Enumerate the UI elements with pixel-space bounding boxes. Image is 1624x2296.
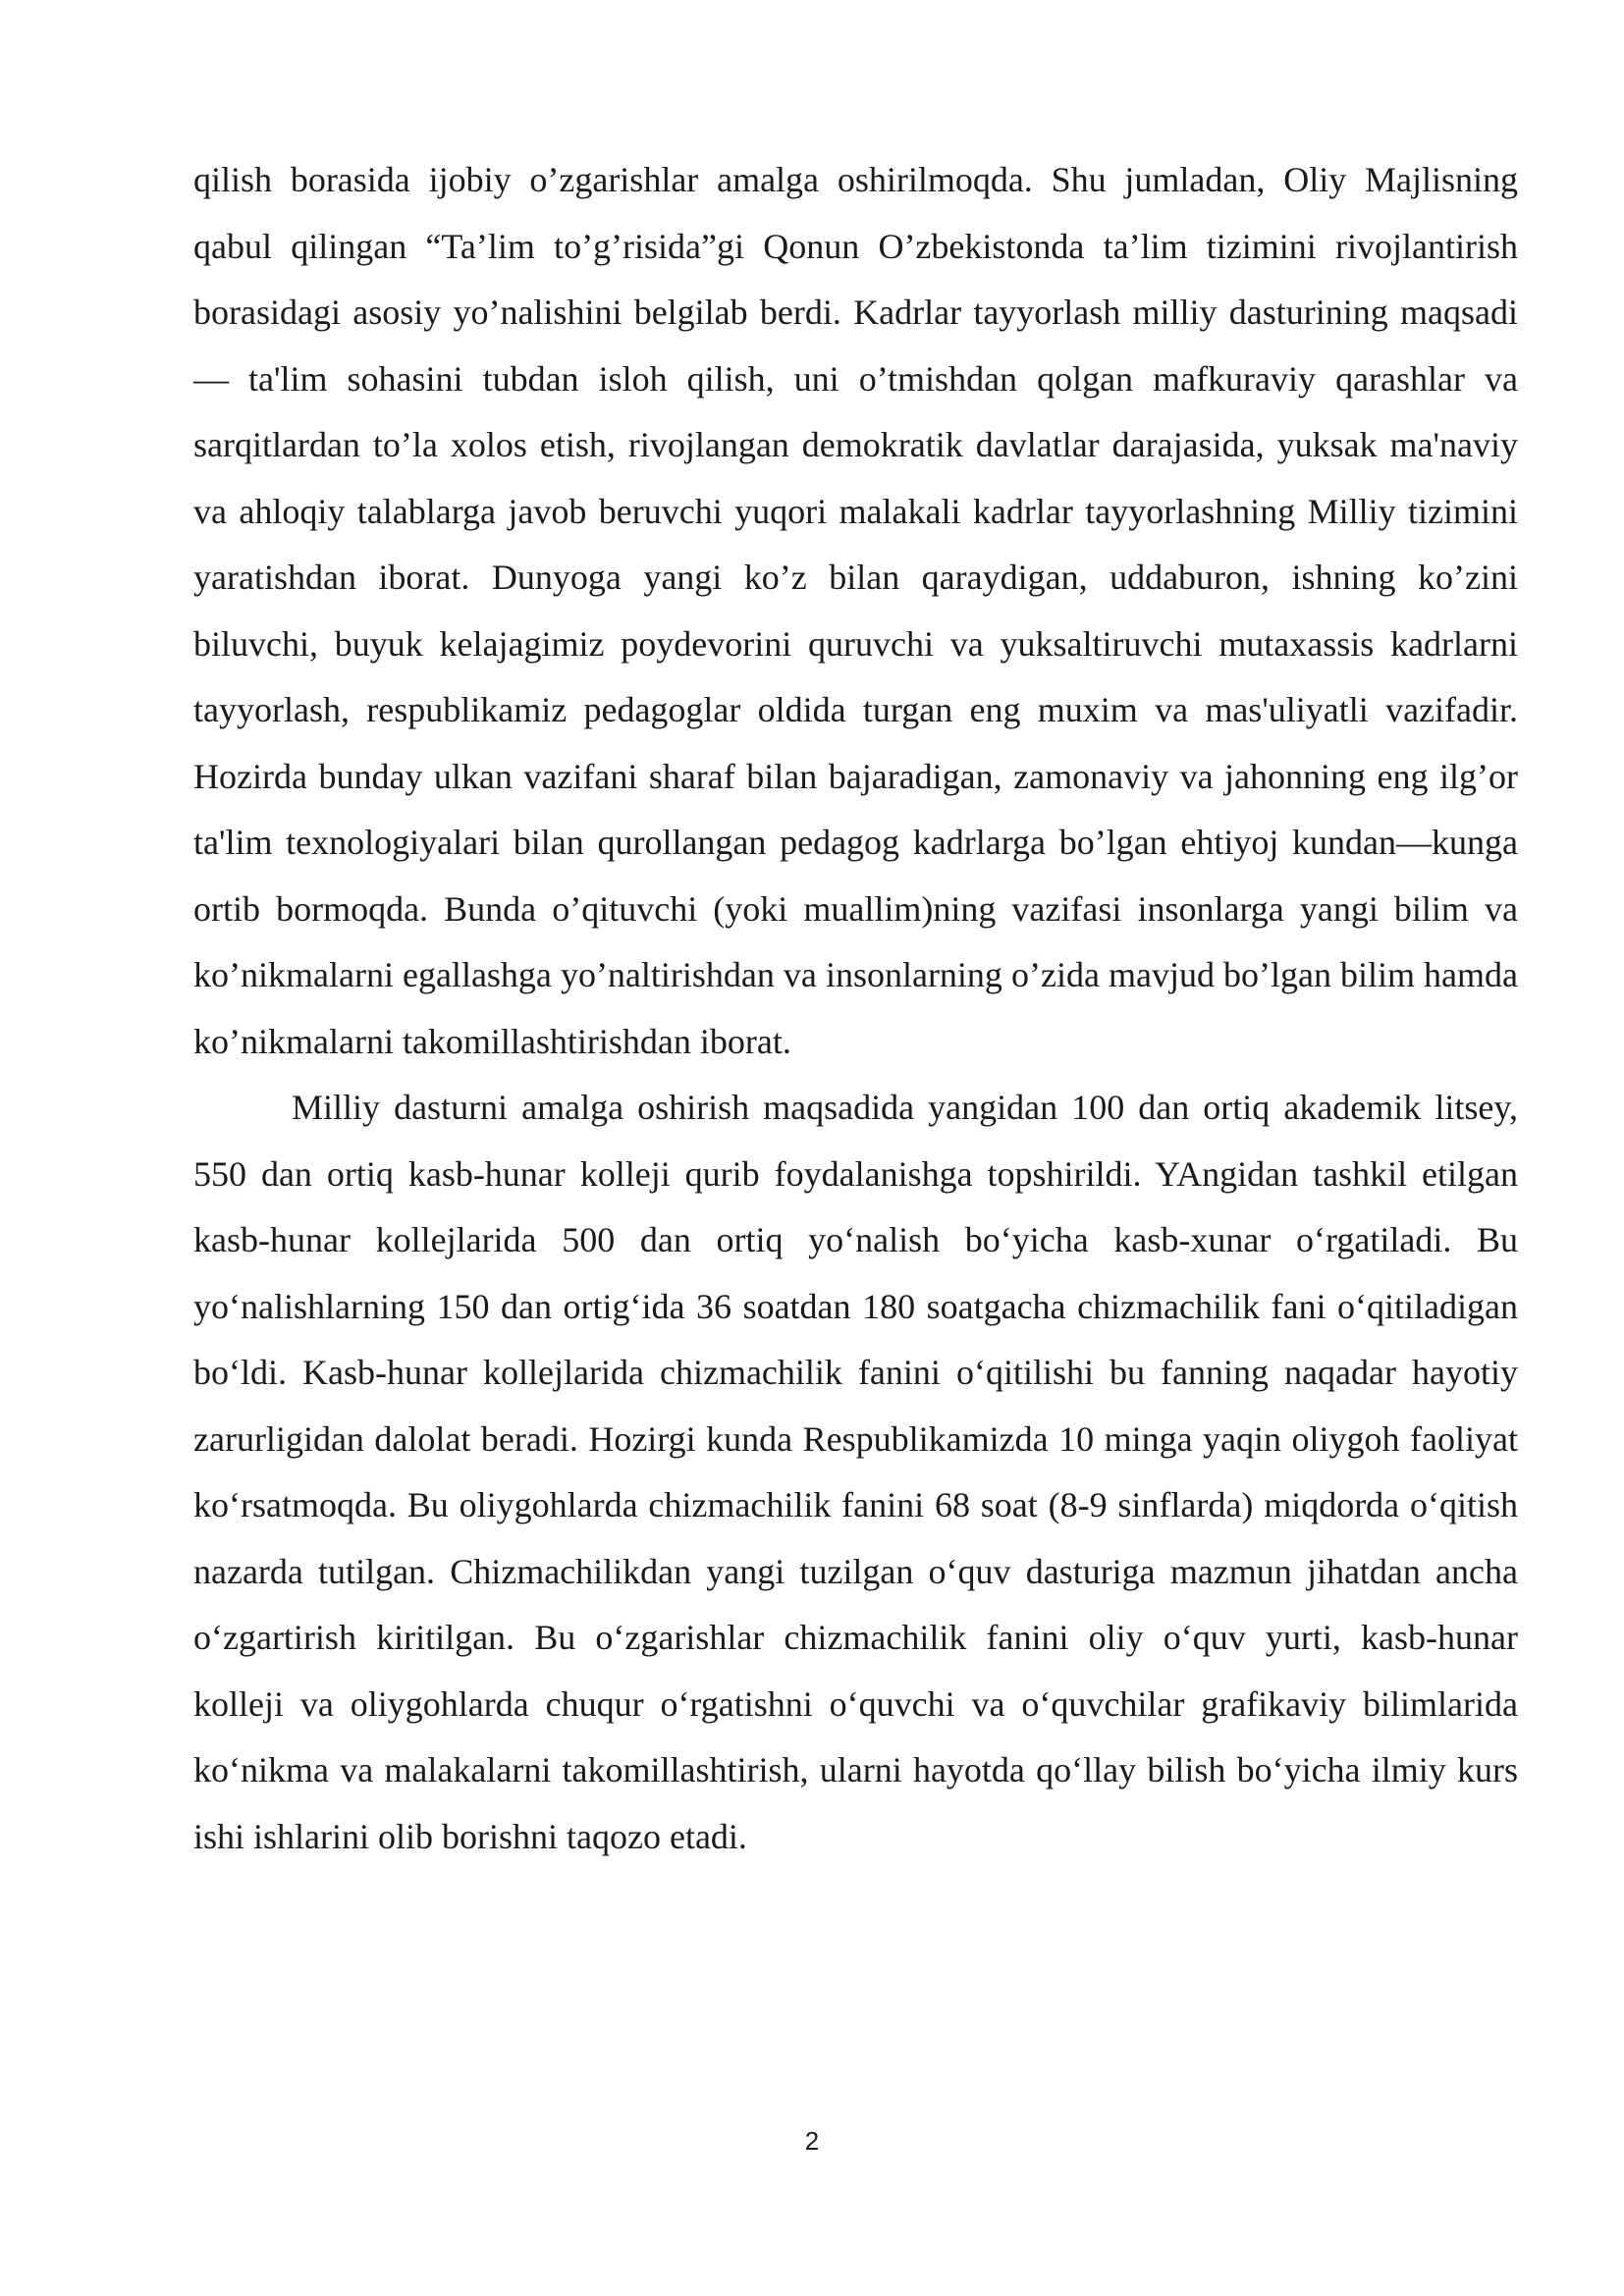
paragraph-1: qilish borasida ijobiy o’zgarishlar amalga oshirilmoqda. Shu jumladan, Oliy Majlisning qabul qilingan “Ta’lim to’g’risida”gi Qonun O’zbekistonda ta’lim tizimini rivojlantirish borasidagi asosiy yo’nalishini belgilab berdi. Kadrlar tayyorlash milliy dasturining maqsadi — ta'lim sohasini tubdan isloh qilish, uni o’tmishdan qolgan mafkuraviy qarashlar va sarqitlardan to’la xolos etish, rivojlangan demokratik davlatlar darajasida, yuksak ma'naviy va ahloqiy talablarga javob beruvchi yuqori malakali kadrlar tayyorlashning Milliy tizimini yaratishdan iborat. Dunyoga yangi ko’z bilan qaraydigan, uddaburon, ishning ko’zini biluvchi, buyuk kelajagimiz poydevorini quruvchi va yuksaltiruvchi mutaxassis kadrlarni tayyorlash, respublikamiz pedagoglar oldida turgan eng muxim va mas'uliyatli vazifadir. Hozirda bunday ulkan vazifani sharaf bilan bajaradigan, zamonaviy va jahonning eng ilg’or ta'lim texnologiyalari bilan qurollangan pedagog kadrlarga bo’lgan ehtiyoj kundan—kunga ortib bormoqda. Bunda o’qituvchi (yoki muallim)ning vazifasi insonlarga yangi bilim va ko’nikmalarni egallashga yo’naltirishdan va insonlarning o’zida mavjud bo’lgan bilim hamda ko’nikmalarni takomillashtirishdan iborat. bbox=[193, 160, 1518, 1061]
page-number: 2 bbox=[804, 2126, 820, 2156]
body-text bbox=[193, 147, 1518, 1870]
paragraph-2: Milliy dasturni amalga oshirish maqsadida yangidan 100 dan ortiq akademik litsey, 550 dan ortiq kasb-hunar kolleji qurib foydalanishga topshirildi. YAngidan tashkil etilgan kasb-hunar kollejlarida 500 dan ortiq yo‘nalish bo‘yicha kasb-xunar o‘rgatiladi. Bu yo‘nalishlarning 150 dan ortig‘ida 36 soatdan 180 soatgacha chizmachilik fani o‘qitiladigan bo‘ldi. Kasb-hunar kollejlarida chizmachilik fanini o‘qitilishi bu fanning naqadar hayotiy zarurligidan dalolat beradi. Hozirgi kunda Respublikamizda 10 minga yaqin oliygoh faoliyat ko‘rsatmoqda. Bu oliygohlarda chizmachilik fanini 68 soat (8-9 sinflarda) miqdorda o‘qitish nazarda tutilgan. Chizmachilikdan yangi tuzilgan o‘quv dasturiga mazmun jihatdan ancha o‘zgartirish kiritilgan. Bu o‘zgarishlar chizmachilik fanini oliy o‘quv yurti, kasb-hunar kolleji va oliygohlarda chuqur o‘rgatishni o‘quvchi va o‘quvchilar grafikaviy bilimlarida ko‘nikma va malakalarni takomillashtirish, ularni hayotda qo‘llay bilish bo‘yicha ilmiy kurs ishi ishlarini olib borishni taqozo etadi. bbox=[193, 1088, 1518, 1856]
